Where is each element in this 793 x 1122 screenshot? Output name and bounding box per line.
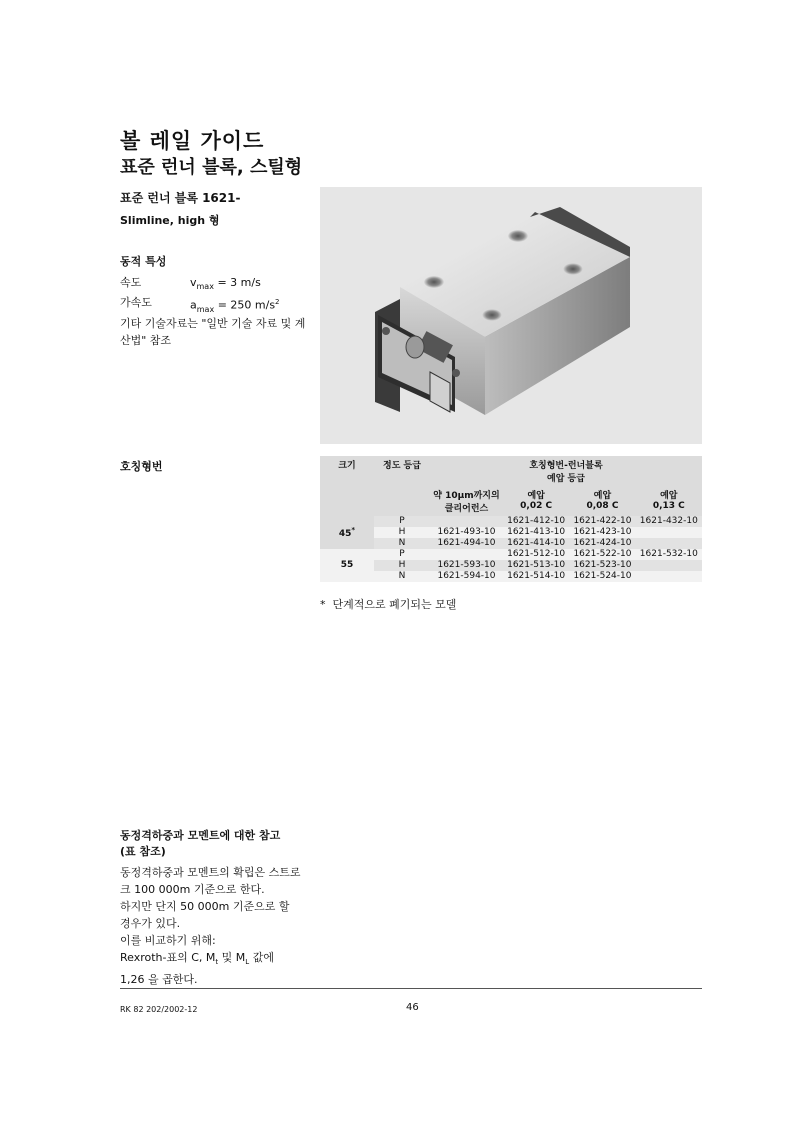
- page-title: 볼 레일 가이드: [120, 129, 265, 153]
- subheader-clearance: 약 10μm까지의 클리어런스: [430, 486, 503, 516]
- subheader-preload-002: 예압 0,02 C: [503, 486, 569, 516]
- runner-block-illustration: [320, 187, 702, 444]
- part-number-cell: 1621-494-10: [430, 538, 503, 549]
- table-row: [320, 549, 702, 560]
- size-cell-45: 45*: [320, 516, 374, 549]
- table-row: [320, 560, 702, 571]
- part-number-cell: 1621-522-10: [569, 549, 635, 560]
- col-accuracy-header: 정도 등급: [374, 456, 430, 516]
- grade-cell: N: [374, 538, 430, 549]
- table-row: [320, 516, 702, 527]
- part-number-cell: [430, 549, 503, 560]
- page-number: 46: [406, 1002, 419, 1013]
- part-number-cell: 1621-493-10: [430, 527, 503, 538]
- part-number-cell: 1621-523-10: [569, 560, 635, 571]
- grade-cell: H: [374, 527, 430, 538]
- grade-cell: N: [374, 571, 430, 582]
- part-number-cell: 1621-414-10: [503, 538, 569, 549]
- table-row: [320, 538, 702, 549]
- part-number-cell: 1621-514-10: [503, 571, 569, 582]
- accel-value: $a_{max} = 250$ $m/s^2$: [190, 298, 280, 314]
- product-variant: Slimline, high 형: [120, 214, 220, 227]
- part-number-cell: [636, 538, 702, 549]
- part-number-cell: 1621-594-10: [430, 571, 503, 582]
- load-ref-heading: 동정격하중과 모멘트에 대한 참고 (표 참조): [120, 829, 281, 858]
- part-number-cell: 1621-513-10: [503, 560, 569, 571]
- part-numbers-heading: 호칭형번: [120, 460, 163, 473]
- part-number-cell: 1621-532-10: [636, 549, 702, 560]
- grade-cell: H: [374, 560, 430, 571]
- part-number-cell: 1621-512-10: [503, 549, 569, 560]
- part-number-cell: 1621-593-10: [430, 560, 503, 571]
- part-number-cell: 1621-412-10: [503, 516, 569, 527]
- tech-note-line2: 산법" 참조: [120, 334, 172, 347]
- footer-divider: [120, 988, 702, 989]
- accel-label: 가속도: [120, 296, 152, 309]
- speed-label: 속도: [120, 276, 142, 289]
- subheader-preload-008: 예압 0,08 C: [569, 486, 635, 516]
- speed-value: $v_{max} = 3$ m/s: [190, 276, 261, 292]
- col-group-header: 호칭형번-런너블록 예압 등급: [430, 456, 702, 486]
- subheader-preload-013: 예압 0,13 C: [636, 486, 702, 516]
- part-number-cell: 1621-432-10: [636, 516, 702, 527]
- dynamic-heading: 동적 특성: [120, 255, 167, 268]
- part-number-cell: 1621-422-10: [569, 516, 635, 527]
- grade-cell: P: [374, 516, 430, 527]
- part-number-cell: 1621-423-10: [569, 527, 635, 538]
- part-number-cell: [636, 560, 702, 571]
- size-cell-55: 55: [320, 549, 374, 582]
- part-number-cell: [430, 516, 503, 527]
- tech-note-line1: 기타 기술자료는 "일반 기술 자료 및 계: [120, 317, 306, 330]
- part-number-cell: 1621-424-10: [569, 538, 635, 549]
- part-number-cell: [636, 571, 702, 582]
- document-id: RK 82 202/2002-12: [120, 1005, 198, 1014]
- part-number-cell: 1621-413-10: [503, 527, 569, 538]
- grade-cell: P: [374, 549, 430, 560]
- part-number-cell: 1621-524-10: [569, 571, 635, 582]
- col-size-header: 크기: [320, 456, 374, 516]
- page-subtitle: 표준 런너 블록, 스틸형: [120, 157, 303, 178]
- product-heading: 표준 런너 블록 1621-: [120, 191, 241, 205]
- part-numbers-table: [320, 456, 702, 582]
- table-row: [320, 527, 702, 538]
- table-row: [320, 571, 702, 582]
- load-ref-text: 동정격하중과 모멘트의 확립은 스트로 크 100 000m 기준으로 한다. 하지만 단지 50 000m 기준으로 할 경우가 있다. 이를 비교하기 위해: Rexroth-표의 C, $M_t$ 및 $M_L$ 값에 1,26 을 곱한다.: [120, 866, 301, 987]
- part-number-cell: [636, 527, 702, 538]
- table-footnote: * 단계적으로 폐기되는 모델: [320, 598, 457, 611]
